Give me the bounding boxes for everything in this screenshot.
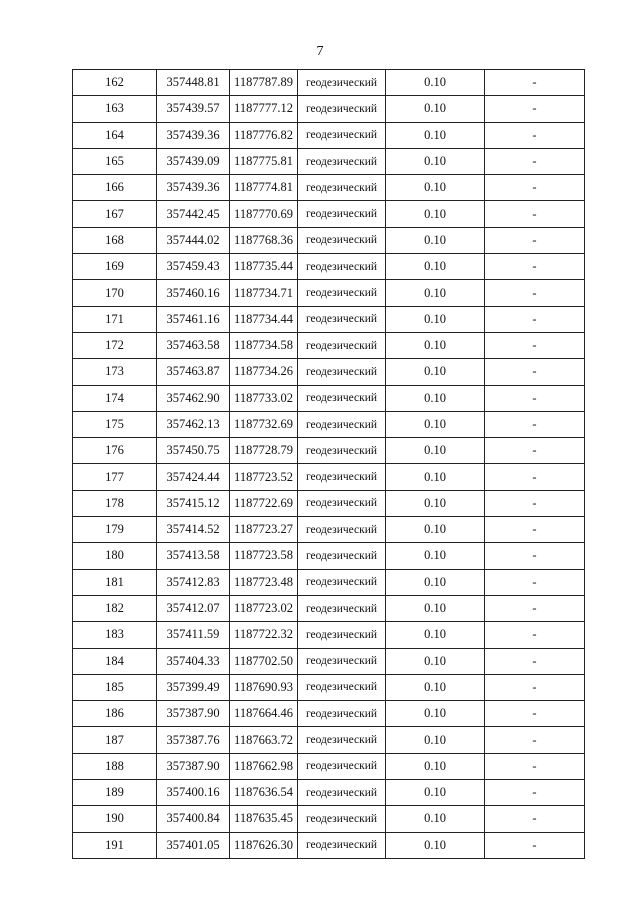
table-row (73, 411, 585, 437)
point-number-cell: 190 (73, 806, 157, 832)
note-cell: - (485, 674, 585, 700)
x-coordinate-cell: 357460.16 (157, 280, 230, 306)
accuracy-cell: 0.10 (386, 490, 485, 516)
y-coordinate-cell: 1187733.02 (230, 385, 298, 411)
x-coordinate-cell: 357444.02 (157, 227, 230, 253)
x-coordinate-cell: 357415.12 (157, 490, 230, 516)
table-row (73, 674, 585, 700)
table-row (73, 70, 585, 96)
table-row (73, 727, 585, 753)
table-row (73, 464, 585, 490)
x-coordinate-cell: 357400.84 (157, 806, 230, 832)
method-cell: геодезический (298, 280, 386, 306)
table-row (73, 595, 585, 621)
x-coordinate-cell: 357387.76 (157, 727, 230, 753)
y-coordinate-cell: 1187636.54 (230, 780, 298, 806)
accuracy-cell: 0.10 (386, 595, 485, 621)
accuracy-cell: 0.10 (386, 175, 485, 201)
table-row (73, 306, 585, 332)
method-cell: геодезический (298, 227, 386, 253)
table-row (73, 753, 585, 779)
point-number-cell: 171 (73, 306, 157, 332)
note-cell: - (485, 227, 585, 253)
y-coordinate-cell: 1187664.46 (230, 701, 298, 727)
y-coordinate-cell: 1187690.93 (230, 674, 298, 700)
y-coordinate-cell: 1187734.44 (230, 306, 298, 332)
method-cell: геодезический (298, 385, 386, 411)
coordinates-table-body (73, 70, 585, 859)
point-number-cell: 166 (73, 175, 157, 201)
accuracy-cell: 0.10 (386, 780, 485, 806)
point-number-cell: 169 (73, 254, 157, 280)
method-cell: геодезический (298, 96, 386, 122)
method-cell: геодезический (298, 674, 386, 700)
y-coordinate-cell: 1187735.44 (230, 254, 298, 280)
y-coordinate-cell: 1187663.72 (230, 727, 298, 753)
point-number-cell: 164 (73, 122, 157, 148)
table-row (73, 806, 585, 832)
accuracy-cell: 0.10 (386, 674, 485, 700)
method-cell: геодезический (298, 175, 386, 201)
point-number-cell: 177 (73, 464, 157, 490)
method-cell: геодезический (298, 543, 386, 569)
table-row (73, 385, 585, 411)
x-coordinate-cell: 357404.33 (157, 648, 230, 674)
point-number-cell: 185 (73, 674, 157, 700)
y-coordinate-cell: 1187734.71 (230, 280, 298, 306)
accuracy-cell: 0.10 (386, 254, 485, 280)
y-coordinate-cell: 1187775.81 (230, 148, 298, 174)
accuracy-cell: 0.10 (386, 148, 485, 174)
table-row (73, 280, 585, 306)
x-coordinate-cell: 357439.36 (157, 175, 230, 201)
note-cell: - (485, 622, 585, 648)
x-coordinate-cell: 357442.45 (157, 201, 230, 227)
note-cell: - (485, 780, 585, 806)
table-row (73, 780, 585, 806)
accuracy-cell: 0.10 (386, 753, 485, 779)
note-cell: - (485, 385, 585, 411)
x-coordinate-cell: 357414.52 (157, 517, 230, 543)
x-coordinate-cell: 357459.43 (157, 254, 230, 280)
point-number-cell: 174 (73, 385, 157, 411)
table-row (73, 122, 585, 148)
method-cell: геодезический (298, 832, 386, 858)
accuracy-cell: 0.10 (386, 359, 485, 385)
accuracy-cell: 0.10 (386, 701, 485, 727)
table-row (73, 148, 585, 174)
method-cell: геодезический (298, 569, 386, 595)
note-cell: - (485, 569, 585, 595)
accuracy-cell: 0.10 (386, 306, 485, 332)
method-cell: геодезический (298, 753, 386, 779)
note-cell: - (485, 832, 585, 858)
point-number-cell: 184 (73, 648, 157, 674)
accuracy-cell: 0.10 (386, 648, 485, 674)
note-cell: - (485, 306, 585, 332)
accuracy-cell: 0.10 (386, 332, 485, 358)
table-row (73, 543, 585, 569)
point-number-cell: 176 (73, 438, 157, 464)
y-coordinate-cell: 1187723.48 (230, 569, 298, 595)
x-coordinate-cell: 357462.90 (157, 385, 230, 411)
x-coordinate-cell: 357461.16 (157, 306, 230, 332)
method-cell: геодезический (298, 517, 386, 543)
x-coordinate-cell: 357399.49 (157, 674, 230, 700)
point-number-cell: 167 (73, 201, 157, 227)
accuracy-cell: 0.10 (386, 622, 485, 648)
y-coordinate-cell: 1187734.26 (230, 359, 298, 385)
table-row (73, 254, 585, 280)
accuracy-cell: 0.10 (386, 201, 485, 227)
x-coordinate-cell: 357401.05 (157, 832, 230, 858)
x-coordinate-cell: 357413.58 (157, 543, 230, 569)
table-row (73, 359, 585, 385)
note-cell: - (485, 332, 585, 358)
point-number-cell: 163 (73, 96, 157, 122)
method-cell: геодезический (298, 780, 386, 806)
method-cell: геодезический (298, 254, 386, 280)
x-coordinate-cell: 357387.90 (157, 753, 230, 779)
y-coordinate-cell: 1187626.30 (230, 832, 298, 858)
table-row (73, 227, 585, 253)
note-cell: - (485, 490, 585, 516)
method-cell: геодезический (298, 359, 386, 385)
accuracy-cell: 0.10 (386, 280, 485, 306)
point-number-cell: 162 (73, 70, 157, 96)
y-coordinate-cell: 1187768.36 (230, 227, 298, 253)
note-cell: - (485, 254, 585, 280)
page-number: 7 (316, 44, 324, 59)
table-row (73, 569, 585, 595)
note-cell: - (485, 438, 585, 464)
point-number-cell: 168 (73, 227, 157, 253)
y-coordinate-cell: 1187777.12 (230, 96, 298, 122)
method-cell: геодезический (298, 306, 386, 332)
point-number-cell: 187 (73, 727, 157, 753)
accuracy-cell: 0.10 (386, 806, 485, 832)
table-row (73, 517, 585, 543)
note-cell: - (485, 806, 585, 832)
point-number-cell: 178 (73, 490, 157, 516)
y-coordinate-cell: 1187787.89 (230, 70, 298, 96)
note-cell: - (485, 648, 585, 674)
note-cell: - (485, 411, 585, 437)
accuracy-cell: 0.10 (386, 438, 485, 464)
method-cell: геодезический (298, 622, 386, 648)
table-row (73, 648, 585, 674)
point-number-cell: 165 (73, 148, 157, 174)
method-cell: геодезический (298, 148, 386, 174)
x-coordinate-cell: 357424.44 (157, 464, 230, 490)
note-cell: - (485, 201, 585, 227)
accuracy-cell: 0.10 (386, 385, 485, 411)
table-row (73, 175, 585, 201)
x-coordinate-cell: 357450.75 (157, 438, 230, 464)
y-coordinate-cell: 1187770.69 (230, 201, 298, 227)
x-coordinate-cell: 357411.59 (157, 622, 230, 648)
point-number-cell: 182 (73, 595, 157, 621)
y-coordinate-cell: 1187702.50 (230, 648, 298, 674)
x-coordinate-cell: 357463.87 (157, 359, 230, 385)
method-cell: геодезический (298, 595, 386, 621)
y-coordinate-cell: 1187732.69 (230, 411, 298, 437)
point-number-cell: 189 (73, 780, 157, 806)
coordinates-table (72, 69, 585, 859)
point-number-cell: 179 (73, 517, 157, 543)
y-coordinate-cell: 1187723.52 (230, 464, 298, 490)
method-cell: геодезический (298, 201, 386, 227)
x-coordinate-cell: 357448.81 (157, 70, 230, 96)
point-number-cell: 188 (73, 753, 157, 779)
x-coordinate-cell: 357412.07 (157, 595, 230, 621)
y-coordinate-cell: 1187723.02 (230, 595, 298, 621)
y-coordinate-cell: 1187635.45 (230, 806, 298, 832)
point-number-cell: 181 (73, 569, 157, 595)
note-cell: - (485, 96, 585, 122)
accuracy-cell: 0.10 (386, 727, 485, 753)
x-coordinate-cell: 357439.57 (157, 96, 230, 122)
accuracy-cell: 0.10 (386, 517, 485, 543)
method-cell: геодезический (298, 806, 386, 832)
y-coordinate-cell: 1187774.81 (230, 175, 298, 201)
point-number-cell: 172 (73, 332, 157, 358)
y-coordinate-cell: 1187662.98 (230, 753, 298, 779)
method-cell: геодезический (298, 122, 386, 148)
table-row (73, 832, 585, 858)
point-number-cell: 175 (73, 411, 157, 437)
note-cell: - (485, 148, 585, 174)
x-coordinate-cell: 357439.09 (157, 148, 230, 174)
method-cell: геодезический (298, 490, 386, 516)
table-row (73, 201, 585, 227)
accuracy-cell: 0.10 (386, 122, 485, 148)
y-coordinate-cell: 1187728.79 (230, 438, 298, 464)
note-cell: - (485, 280, 585, 306)
y-coordinate-cell: 1187776.82 (230, 122, 298, 148)
method-cell: геодезический (298, 70, 386, 96)
accuracy-cell: 0.10 (386, 832, 485, 858)
accuracy-cell: 0.10 (386, 227, 485, 253)
table-row (73, 490, 585, 516)
method-cell: геодезический (298, 438, 386, 464)
accuracy-cell: 0.10 (386, 543, 485, 569)
note-cell: - (485, 175, 585, 201)
y-coordinate-cell: 1187734.58 (230, 332, 298, 358)
y-coordinate-cell: 1187723.58 (230, 543, 298, 569)
note-cell: - (485, 517, 585, 543)
note-cell: - (485, 359, 585, 385)
point-number-cell: 173 (73, 359, 157, 385)
table-row (73, 622, 585, 648)
table-row (73, 332, 585, 358)
accuracy-cell: 0.10 (386, 411, 485, 437)
note-cell: - (485, 543, 585, 569)
note-cell: - (485, 464, 585, 490)
point-number-cell: 183 (73, 622, 157, 648)
method-cell: геодезический (298, 727, 386, 753)
x-coordinate-cell: 357439.36 (157, 122, 230, 148)
method-cell: геодезический (298, 648, 386, 674)
x-coordinate-cell: 357412.83 (157, 569, 230, 595)
note-cell: - (485, 70, 585, 96)
y-coordinate-cell: 1187722.69 (230, 490, 298, 516)
note-cell: - (485, 727, 585, 753)
method-cell: геодезический (298, 464, 386, 490)
accuracy-cell: 0.10 (386, 569, 485, 595)
point-number-cell: 170 (73, 280, 157, 306)
method-cell: геодезический (298, 332, 386, 358)
point-number-cell: 186 (73, 701, 157, 727)
note-cell: - (485, 753, 585, 779)
point-number-cell: 191 (73, 832, 157, 858)
x-coordinate-cell: 357462.13 (157, 411, 230, 437)
method-cell: геодезический (298, 701, 386, 727)
x-coordinate-cell: 357463.58 (157, 332, 230, 358)
x-coordinate-cell: 357400.16 (157, 780, 230, 806)
table-row (73, 96, 585, 122)
y-coordinate-cell: 1187723.27 (230, 517, 298, 543)
table-row (73, 438, 585, 464)
x-coordinate-cell: 357387.90 (157, 701, 230, 727)
table-row (73, 701, 585, 727)
note-cell: - (485, 701, 585, 727)
accuracy-cell: 0.10 (386, 464, 485, 490)
point-number-cell: 180 (73, 543, 157, 569)
method-cell: геодезический (298, 411, 386, 437)
accuracy-cell: 0.10 (386, 70, 485, 96)
note-cell: - (485, 122, 585, 148)
y-coordinate-cell: 1187722.32 (230, 622, 298, 648)
accuracy-cell: 0.10 (386, 96, 485, 122)
note-cell: - (485, 595, 585, 621)
